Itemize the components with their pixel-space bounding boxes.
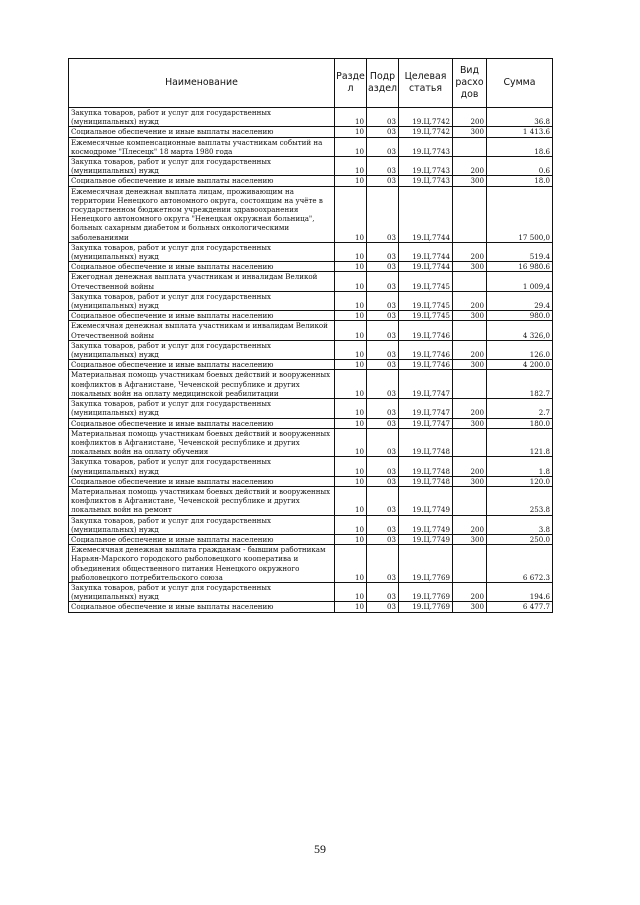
cell-amount: 120.0: [487, 476, 553, 486]
cell-section: 10: [335, 360, 367, 370]
cell-section: 10: [335, 602, 367, 612]
cell-section: 10: [335, 242, 367, 261]
cell-amount: 1 009,4: [487, 272, 553, 291]
cell-amount: 18.6: [487, 137, 553, 156]
header-section: Разде л: [335, 59, 367, 108]
cell-type: [453, 486, 487, 515]
budget-table-container: [68, 58, 552, 613]
cell-type: 200: [453, 291, 487, 310]
cell-subsection: 03: [367, 157, 399, 176]
cell-type: 300: [453, 602, 487, 612]
cell-type: [453, 321, 487, 340]
cell-subsection: 03: [367, 515, 399, 534]
cell-amount: 121.8: [487, 428, 553, 457]
cell-name: Социальное обеспечение и иные выплаты населению: [69, 360, 335, 370]
table-body: [69, 108, 553, 613]
cell-target: 19.Ц.7744: [399, 242, 453, 261]
cell-section: 10: [335, 534, 367, 544]
cell-amount: 194.6: [487, 582, 553, 601]
table-row: [69, 515, 553, 534]
cell-amount: 182.7: [487, 370, 553, 399]
cell-section: 10: [335, 127, 367, 137]
cell-type: 300: [453, 360, 487, 370]
cell-name: Ежемесячная денежная выплата лицам, проживающим на территории Ненецкого автономного округа, состоящим на учёте в государственном бюджетном учреждении здравоохранения Ненецкого автономного округа "Ненецкая окружная больница", больных сахарным диабетом и больных онкологическими заболеваниями: [69, 186, 335, 242]
cell-subsection: 03: [367, 418, 399, 428]
cell-section: 10: [335, 272, 367, 291]
cell-subsection: 03: [367, 602, 399, 612]
cell-target: 19.Ц.7748: [399, 457, 453, 476]
cell-amount: 253.8: [487, 486, 553, 515]
cell-section: 10: [335, 545, 367, 583]
cell-target: 19.Ц.7745: [399, 272, 453, 291]
cell-subsection: 03: [367, 428, 399, 457]
cell-target: 19.Ц.7749: [399, 534, 453, 544]
cell-target: 19.Ц.7769: [399, 582, 453, 601]
cell-type: 300: [453, 476, 487, 486]
cell-target: 19.Ц.7747: [399, 399, 453, 418]
cell-section: 10: [335, 399, 367, 418]
table-row: [69, 262, 553, 272]
cell-target: 19.Ц.7749: [399, 486, 453, 515]
cell-subsection: 03: [367, 176, 399, 186]
cell-amount: 17 500,0: [487, 186, 553, 242]
cell-type: 200: [453, 515, 487, 534]
cell-type: 300: [453, 418, 487, 428]
cell-section: 10: [335, 428, 367, 457]
table-row: [69, 534, 553, 544]
cell-section: 10: [335, 321, 367, 340]
cell-subsection: 03: [367, 457, 399, 476]
cell-target: 19.Ц.7747: [399, 370, 453, 399]
cell-target: 19.Ц.7744: [399, 186, 453, 242]
table-row: [69, 340, 553, 359]
cell-name: Закупка товаров, работ и услуг для государственных (муниципальных) нужд: [69, 108, 335, 127]
cell-amount: 0.6: [487, 157, 553, 176]
cell-subsection: 03: [367, 291, 399, 310]
cell-amount: 519.4: [487, 242, 553, 261]
table-row: [69, 242, 553, 261]
cell-amount: 16 980.6: [487, 262, 553, 272]
cell-target: 19.Ц.7742: [399, 127, 453, 137]
cell-type: 300: [453, 127, 487, 137]
cell-subsection: 03: [367, 399, 399, 418]
cell-section: 10: [335, 476, 367, 486]
cell-name: Ежегодная денежная выплата участникам и инвалидам Великой Отечественной войны: [69, 272, 335, 291]
cell-subsection: 03: [367, 186, 399, 242]
cell-section: 10: [335, 108, 367, 127]
cell-section: 10: [335, 137, 367, 156]
header-target: Целевая статья: [399, 59, 453, 108]
cell-subsection: 03: [367, 486, 399, 515]
cell-type: 300: [453, 262, 487, 272]
header-type: Вид расхо дов: [453, 59, 487, 108]
cell-subsection: 03: [367, 534, 399, 544]
cell-amount: 4 326,0: [487, 321, 553, 340]
table-row: [69, 321, 553, 340]
cell-subsection: 03: [367, 321, 399, 340]
cell-type: [453, 370, 487, 399]
table-row: [69, 457, 553, 476]
cell-section: 10: [335, 157, 367, 176]
cell-section: 10: [335, 262, 367, 272]
table-row: [69, 418, 553, 428]
cell-amount: 29.4: [487, 291, 553, 310]
table-row: [69, 157, 553, 176]
cell-name: Закупка товаров, работ и услуг для государственных (муниципальных) нужд: [69, 399, 335, 418]
header-name: Наименование: [69, 59, 335, 108]
cell-amount: 250.0: [487, 534, 553, 544]
cell-name: Закупка товаров, работ и услуг для государственных (муниципальных) нужд: [69, 242, 335, 261]
cell-name: Закупка товаров, работ и услуг для государственных (муниципальных) нужд: [69, 291, 335, 310]
cell-name: Социальное обеспечение и иные выплаты населению: [69, 262, 335, 272]
cell-name: Ежемесячные компенсационные выплаты участникам событий на космодроме "Плесецк" 18 марта 1980 года: [69, 137, 335, 156]
cell-subsection: 03: [367, 360, 399, 370]
cell-section: 10: [335, 515, 367, 534]
cell-name: Закупка товаров, работ и услуг для государственных (муниципальных) нужд: [69, 157, 335, 176]
cell-target: 19.Ц.7743: [399, 176, 453, 186]
table-row: [69, 486, 553, 515]
table-row: [69, 476, 553, 486]
page-number: 59: [314, 842, 326, 856]
cell-target: 19.Ц.7746: [399, 360, 453, 370]
cell-amount: 4 200.0: [487, 360, 553, 370]
cell-name: Материальная помощь участникам боевых действий и вооруженных конфликтов в Афганистане, Чеченской республике и других локальных войн на оплату обучения: [69, 428, 335, 457]
cell-target: 19.Ц.7746: [399, 321, 453, 340]
cell-type: 300: [453, 534, 487, 544]
cell-section: 10: [335, 340, 367, 359]
cell-type: [453, 186, 487, 242]
cell-name: Закупка товаров, работ и услуг для государственных (муниципальных) нужд: [69, 582, 335, 601]
cell-amount: 2.7: [487, 399, 553, 418]
header-subsection: Подр аздел: [367, 59, 399, 108]
cell-section: 10: [335, 176, 367, 186]
cell-type: 200: [453, 399, 487, 418]
cell-amount: 3.8: [487, 515, 553, 534]
cell-subsection: 03: [367, 340, 399, 359]
cell-type: 200: [453, 457, 487, 476]
cell-target: 19.Ц.7746: [399, 340, 453, 359]
cell-amount: 180.0: [487, 418, 553, 428]
cell-section: 10: [335, 370, 367, 399]
cell-name: Ежемесячная денежная выплата гражданам - бывшим работникам Нарьян-Марского городского рыболовецкого кооператива и объединения общественного питания Ненецкого окружного рыболовецкого потребительского союза: [69, 545, 335, 583]
table-row: [69, 108, 553, 127]
table-row: [69, 428, 553, 457]
cell-section: 10: [335, 311, 367, 321]
cell-amount: 980.0: [487, 311, 553, 321]
cell-target: 19.Ц.7743: [399, 157, 453, 176]
cell-subsection: 03: [367, 311, 399, 321]
cell-target: 19.Ц.7769: [399, 545, 453, 583]
cell-name: Социальное обеспечение и иные выплаты населению: [69, 311, 335, 321]
cell-name: Материальная помощь участникам боевых действий и вооруженных конфликтов в Афганистане, Чеченской республике и других локальных войн на ремонт: [69, 486, 335, 515]
header-amount: Сумма: [487, 59, 553, 108]
table-row: [69, 186, 553, 242]
cell-section: 10: [335, 457, 367, 476]
cell-section: 10: [335, 486, 367, 515]
cell-subsection: 03: [367, 370, 399, 399]
cell-type: [453, 272, 487, 291]
cell-section: 10: [335, 186, 367, 242]
cell-subsection: 03: [367, 545, 399, 583]
cell-subsection: 03: [367, 127, 399, 137]
cell-type: 200: [453, 157, 487, 176]
cell-name: Закупка товаров, работ и услуг для государственных (муниципальных) нужд: [69, 457, 335, 476]
cell-name: Ежемесячная денежная выплата участникам и инвалидам Великой Отечественной войны: [69, 321, 335, 340]
cell-subsection: 03: [367, 137, 399, 156]
cell-name: Социальное обеспечение и иные выплаты населению: [69, 418, 335, 428]
cell-amount: 6 672.3: [487, 545, 553, 583]
cell-section: 10: [335, 291, 367, 310]
cell-name: Социальное обеспечение и иные выплаты населению: [69, 602, 335, 612]
cell-section: 10: [335, 582, 367, 601]
table-row: [69, 176, 553, 186]
table-row: [69, 360, 553, 370]
cell-subsection: 03: [367, 242, 399, 261]
table-row: [69, 399, 553, 418]
table-row: [69, 582, 553, 601]
cell-subsection: 03: [367, 108, 399, 127]
table-header-row: [69, 59, 553, 108]
cell-amount: 6 477.7: [487, 602, 553, 612]
cell-amount: 18.0: [487, 176, 553, 186]
cell-type: 200: [453, 108, 487, 127]
table-row: [69, 272, 553, 291]
cell-target: 19.Ц.7747: [399, 418, 453, 428]
cell-name: Закупка товаров, работ и услуг для государственных (муниципальных) нужд: [69, 340, 335, 359]
cell-name: Социальное обеспечение и иные выплаты населению: [69, 534, 335, 544]
cell-type: 300: [453, 311, 487, 321]
cell-subsection: 03: [367, 262, 399, 272]
cell-type: [453, 137, 487, 156]
budget-table: [68, 58, 553, 613]
cell-target: 19.Ц.7769: [399, 602, 453, 612]
cell-name: Социальное обеспечение и иные выплаты населению: [69, 176, 335, 186]
cell-amount: 1 413.6: [487, 127, 553, 137]
cell-name: Закупка товаров, работ и услуг для государственных (муниципальных) нужд: [69, 515, 335, 534]
cell-target: 19.Ц.7744: [399, 262, 453, 272]
cell-section: 10: [335, 418, 367, 428]
cell-type: 300: [453, 176, 487, 186]
cell-type: 200: [453, 582, 487, 601]
cell-subsection: 03: [367, 582, 399, 601]
cell-target: 19.Ц.7745: [399, 311, 453, 321]
cell-type: 200: [453, 242, 487, 261]
table-row: [69, 311, 553, 321]
cell-subsection: 03: [367, 476, 399, 486]
table-row: [69, 602, 553, 612]
cell-target: 19.Ц.7749: [399, 515, 453, 534]
table-row: [69, 137, 553, 156]
cell-amount: 1.8: [487, 457, 553, 476]
cell-name: Социальное обеспечение и иные выплаты населению: [69, 476, 335, 486]
table-row: [69, 127, 553, 137]
table-row: [69, 291, 553, 310]
cell-name: Социальное обеспечение и иные выплаты населению: [69, 127, 335, 137]
cell-name: Материальная помощь участникам боевых действий и вооруженных конфликтов в Афганистане, Чеченской республике и других локальных войн на оплату медицинской реабилитации: [69, 370, 335, 399]
table-row: [69, 545, 553, 583]
cell-target: 19.Ц.7745: [399, 291, 453, 310]
cell-target: 19.Ц.7748: [399, 428, 453, 457]
cell-type: [453, 428, 487, 457]
cell-type: 200: [453, 340, 487, 359]
cell-type: [453, 545, 487, 583]
cell-amount: 36.8: [487, 108, 553, 127]
cell-target: 19.Ц.7743: [399, 137, 453, 156]
cell-subsection: 03: [367, 272, 399, 291]
cell-target: 19.Ц.7748: [399, 476, 453, 486]
cell-target: 19.Ц.7742: [399, 108, 453, 127]
table-row: [69, 370, 553, 399]
cell-amount: 126.0: [487, 340, 553, 359]
